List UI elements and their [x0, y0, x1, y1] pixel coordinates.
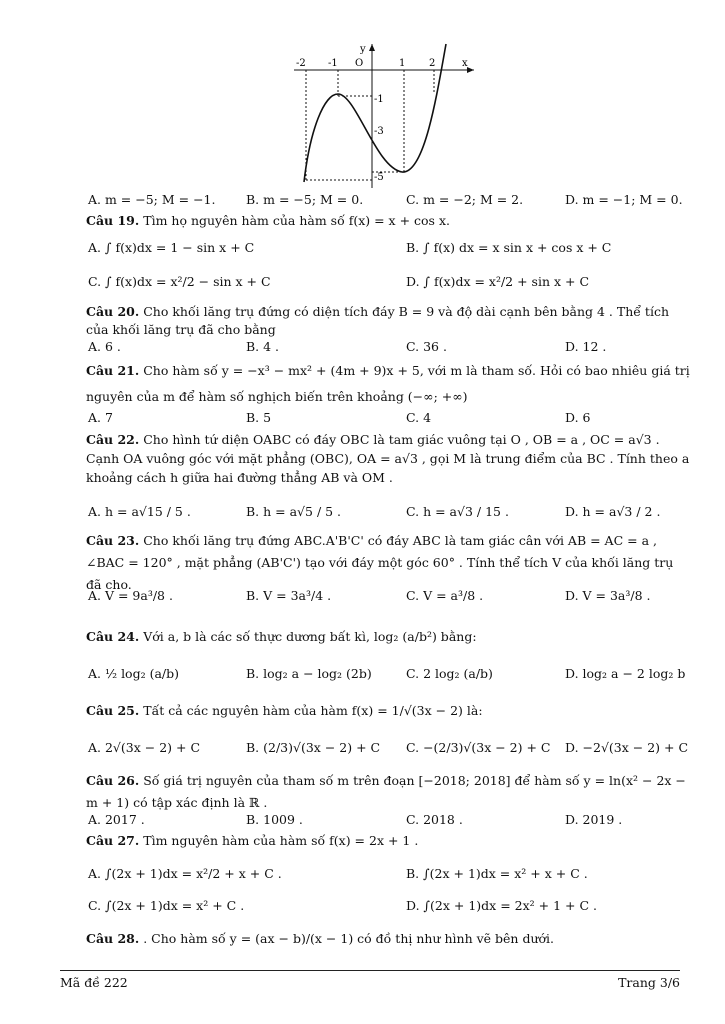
q25-option-b[interactable]: B. (2/3)√(3x − 2) + C [246, 740, 381, 755]
q20-option-b[interactable]: B. 4 . [246, 339, 280, 354]
q23-option-c[interactable]: C. V = a³/8 . [406, 588, 484, 603]
question-27 [86, 832, 692, 850]
question-28 [86, 930, 692, 948]
question-19 [86, 212, 692, 230]
q20-option-d[interactable]: D. 12 . [565, 339, 607, 354]
q22-option-c[interactable]: C. h = a√3 / 15 . [406, 504, 509, 519]
q21-option-d[interactable]: D. 6 [565, 410, 591, 425]
question-number: Câu 21. [86, 363, 140, 378]
q18-option-c[interactable]: C. m = −2; M = 2. [406, 192, 524, 207]
q18-option-b[interactable]: B. m = −5; M = 0. [246, 192, 364, 207]
q25-option-d[interactable]: D. −2√(3x − 2) + C [565, 740, 689, 755]
question-text: Cho khối lăng trụ đứng có diện tích đáy B = 9 và độ dài cạnh bên bằng 4 . Thể tích của khối lăng trụ đã cho bằng [86, 304, 669, 337]
page-footer [60, 970, 680, 990]
question-number: Câu 25. [86, 703, 140, 718]
question-22 [86, 430, 692, 487]
q24-option-d[interactable]: D. log₂ a − 2 log₂ b [565, 666, 686, 681]
q19-option-d[interactable]: D. ∫ f(x)dx = x²/2 + sin x + C [406, 274, 590, 289]
question-26 [86, 770, 692, 814]
q21-option-b[interactable]: B. 5 [246, 410, 272, 425]
page-number: Trang 3/6 [618, 975, 680, 990]
question-20 [86, 303, 692, 339]
q21-option-a[interactable]: A. 7 [88, 410, 113, 425]
question-21 [86, 358, 692, 410]
q25-option-a[interactable]: A. 2√(3x − 2) + C [88, 740, 201, 755]
q20-option-a[interactable]: A. 6 . [88, 339, 121, 354]
y-tick-label: -5 [374, 172, 384, 183]
q19-option-a[interactable]: A. ∫ f(x)dx = 1 − sin x + C [88, 240, 255, 255]
question-text: Cho hình tứ diện OABC có đáy OBC là tam giác vuông tại O , OB = a , OC = a√3 . Cạnh OA vuông góc với mặt phẳng (OBC), OA = a√3 , gọi M là trung điểm của BC . Tính theo a khoảng cách h giữa hai đường thẳng AB và OM . [86, 432, 690, 485]
question-text: . Cho hàm số y = (ax − b)/(x − 1) có đồ thị như hình vẽ bên dưới. [143, 931, 555, 946]
y-axis-label: y [360, 44, 366, 55]
y-tick-label: -1 [374, 94, 384, 105]
exam-code: Mã đề 222 [60, 975, 128, 990]
y-axis-arrow [369, 44, 375, 51]
q26-option-c[interactable]: C. 2018 . [406, 812, 463, 827]
cubic-graph-figure [286, 40, 486, 190]
x-tick-label: -1 [328, 58, 338, 69]
q24-option-b[interactable]: B. log₂ a − log₂ (2b) [246, 666, 372, 681]
cubic-curve [304, 44, 446, 182]
question-text: Tất cả các nguyên hàm của hàm f(x) = 1/√(3x − 2) là: [143, 703, 483, 718]
q24-option-c[interactable]: C. 2 log₂ (a/b) [406, 666, 493, 681]
question-number: Câu 27. [86, 833, 140, 848]
y-tick-label: -3 [374, 126, 384, 137]
question-number: Câu 20. [86, 304, 140, 319]
x-axis-arrow [467, 67, 474, 73]
q26-option-b[interactable]: B. 1009 . [246, 812, 303, 827]
question-text: Tìm nguyên hàm của hàm số f(x) = 2x + 1 . [143, 833, 419, 848]
question-number: Câu 19. [86, 213, 140, 228]
x-axis-label: x [462, 58, 468, 69]
x-tick-label: -2 [296, 58, 306, 69]
q21-option-c[interactable]: C. 4 [406, 410, 432, 425]
question-number: Câu 24. [86, 629, 140, 644]
question-23 [86, 530, 692, 596]
question-24 [86, 628, 692, 646]
question-text: Cho hàm số y = −x³ − mx² + (4m + 9)x + 5, với m là tham số. Hỏi có bao nhiêu giá trị nguyên của m để hàm số nghịch biến trên khoảng (−∞; +∞) [86, 363, 690, 404]
q22-option-a[interactable]: A. h = a√15 / 5 . [88, 504, 191, 519]
x-tick-label: 1 [399, 58, 406, 69]
question-number: Câu 28. [86, 931, 140, 946]
question-number: Câu 23. [86, 533, 140, 548]
q18-option-a[interactable]: A. m = −5; M = −1. [88, 192, 216, 207]
question-text: Cho khối lăng trụ đứng ABC.A'B'C' có đáy ABC là tam giác cân với AB = AC = a , ∠BAC = 120° , mặt phẳng (AB'C') tạo với đáy một góc 60° . Tính thể tích V của khối lăng trụ đã cho. [86, 533, 674, 592]
q22-option-b[interactable]: B. h = a√5 / 5 . [246, 504, 342, 519]
q25-option-c[interactable]: C. −(2/3)√(3x − 2) + C [406, 740, 551, 755]
question-text: Với a, b là các số thực dương bất kì, log₂ (a/b²) bằng: [143, 629, 477, 644]
q22-option-d[interactable]: D. h = a√3 / 2 . [565, 504, 661, 519]
q18-option-d[interactable]: D. m = −1; M = 0. [565, 192, 683, 207]
q23-option-d[interactable]: D. V = 3a³/8 . [565, 588, 651, 603]
question-text: Số giá trị nguyên của tham số m trên đoạn [−2018; 2018] để hàm số y = ln(x² − 2x − m + 1) có tập xác định là ℝ . [86, 773, 686, 810]
q23-option-a[interactable]: A. V = 9a³/8 . [88, 588, 173, 603]
q23-option-b[interactable]: B. V = 3a³/4 . [246, 588, 332, 603]
q20-option-c[interactable]: C. 36 . [406, 339, 447, 354]
origin-label: O [355, 58, 364, 69]
q27-option-b[interactable]: B. ∫(2x + 1)dx = x² + x + C . [406, 866, 588, 881]
q19-option-b[interactable]: B. ∫ f(x) dx = x sin x + cos x + C [406, 240, 612, 255]
q27-option-c[interactable]: C. ∫(2x + 1)dx = x² + C . [88, 898, 245, 913]
q24-option-a[interactable]: A. ½ log₂ (a/b) [88, 666, 179, 681]
x-tick-label: 2 [429, 58, 436, 69]
question-25 [86, 702, 692, 720]
q27-option-d[interactable]: D. ∫(2x + 1)dx = 2x² + 1 + C . [406, 898, 597, 913]
question-number: Câu 22. [86, 432, 140, 447]
question-number: Câu 26. [86, 773, 140, 788]
question-text: Tìm họ nguyên hàm của hàm số f(x) = x + cos x. [143, 213, 450, 228]
q19-option-c[interactable]: C. ∫ f(x)dx = x²/2 − sin x + C [88, 274, 271, 289]
q26-option-a[interactable]: A. 2017 . [88, 812, 145, 827]
q26-option-d[interactable]: D. 2019 . [565, 812, 623, 827]
q27-option-a[interactable]: A. ∫(2x + 1)dx = x²/2 + x + C . [88, 866, 282, 881]
